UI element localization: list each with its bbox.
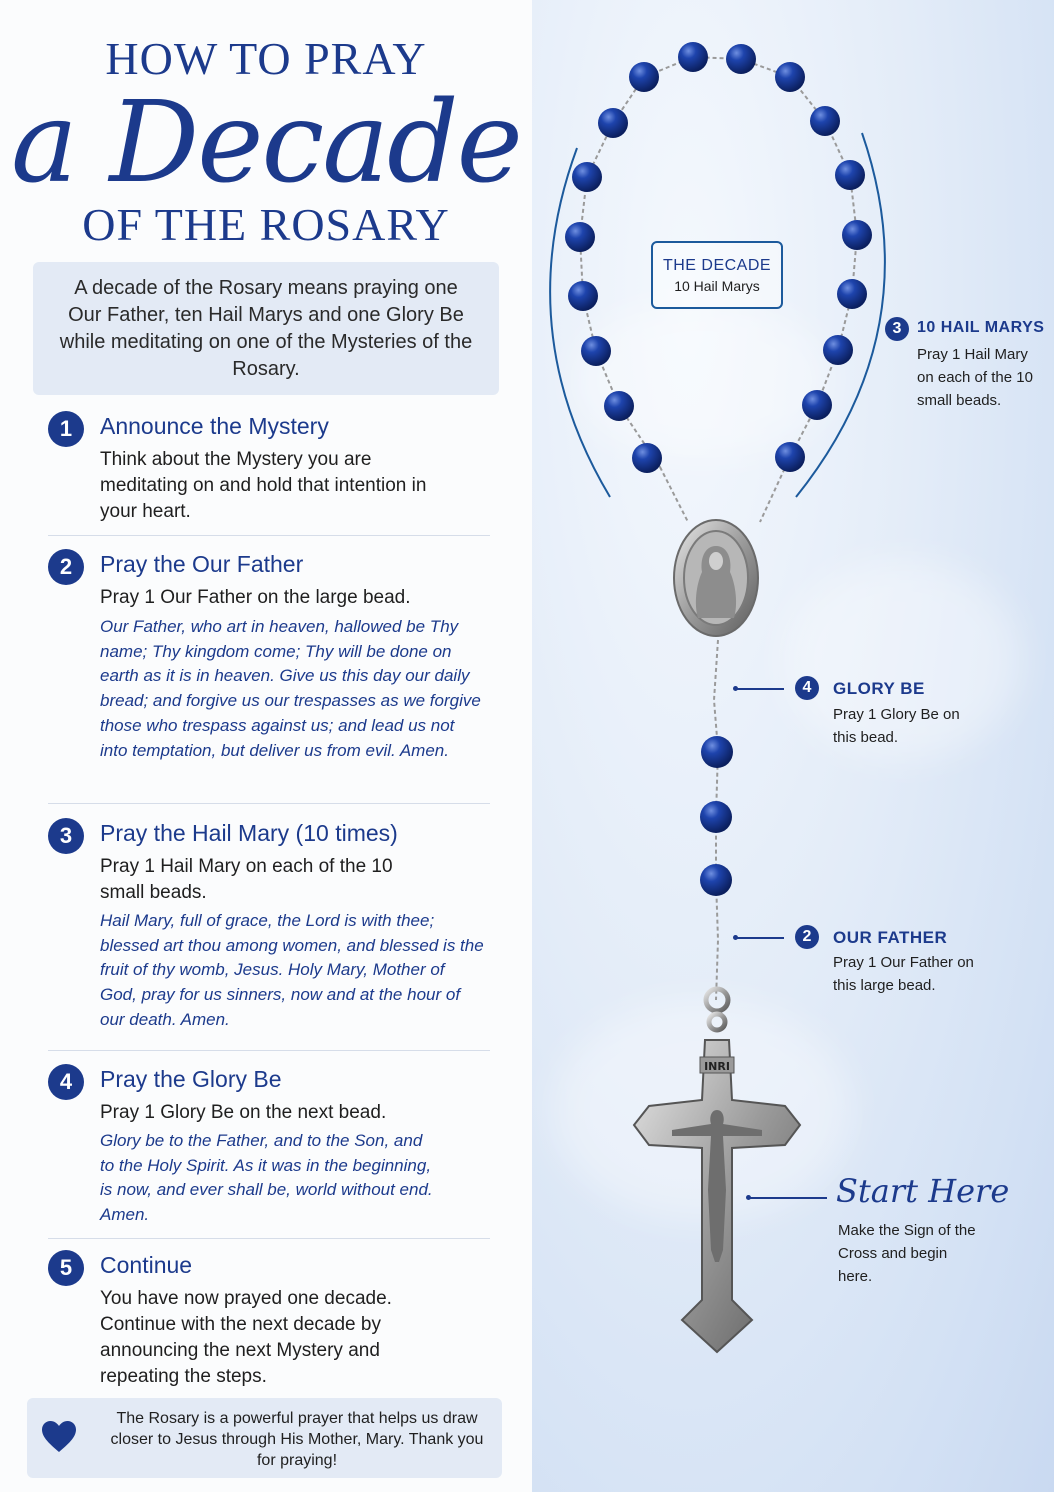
bead — [700, 801, 732, 833]
step-number: 4 — [48, 1064, 84, 1100]
bead — [572, 162, 602, 192]
callout-number: 3 — [885, 317, 909, 341]
rosary-chain — [660, 467, 688, 522]
intro-text: A decade of the Rosary means praying one Our Father, ten Hail Marys and one Glory Be while meditating on one of the Mysteries of the Rosary. — [59, 276, 473, 380]
step-title: Continue — [100, 1252, 193, 1278]
bead — [835, 160, 865, 190]
bead — [632, 443, 662, 473]
bead — [598, 108, 628, 138]
bead — [726, 44, 756, 74]
footer-text: The Rosary is a powerful prayer that helps us draw closer to Jesus through His Mother, Mary. Thank you for praying! — [110, 1410, 484, 1469]
step-number: 3 — [48, 818, 84, 854]
bead — [568, 281, 598, 311]
callout-text: Pray 1 Our Father on this large bead. — [833, 954, 974, 994]
step-number: 1 — [48, 411, 84, 447]
callout-number: 4 — [795, 676, 819, 700]
bead — [775, 442, 805, 472]
step-title: Pray the Our Father — [100, 551, 304, 577]
bead — [810, 106, 840, 136]
decade-bracket-right — [796, 133, 885, 497]
bead — [678, 42, 708, 72]
bead — [775, 62, 805, 92]
bead — [701, 736, 733, 768]
bead — [629, 62, 659, 92]
our-father-prayer: Our Father, who art in heaven, hallowed be Thy name; Thy kingdom come; Thy will be done on earth as it is in heaven. Give us this day our daily bread; and forgive us our trespasses as we forgive those who trespass against us; and lead us not into temptation, but deliver us from evil. Amen. — [100, 617, 481, 760]
step-description: Think about the Mystery you are meditating on and hold that intention in your heart. — [100, 449, 427, 522]
callout-title: 10 HAIL MARYS — [917, 319, 1045, 336]
bead — [802, 390, 832, 420]
inri-inscription: INRI — [704, 1060, 730, 1073]
step-description: Pray 1 Glory Be on the next bead. — [100, 1102, 387, 1123]
bead — [581, 336, 611, 366]
crucifix — [634, 989, 800, 1352]
decade-title: THE DECADE — [662, 257, 772, 274]
step-description: Pray 1 Hail Mary on each of the 10 small beads. — [100, 856, 393, 903]
start-here-label: Start Here — [836, 1172, 1010, 1210]
step-description: Pray 1 Our Father on the large bead. — [100, 587, 411, 608]
callout-text: Pray 1 Glory Be on this bead. — [833, 706, 960, 746]
glory-be-prayer: Glory be to the Father, and to the Son, and to the Holy Spirit. As it was in the beginning, is now, and ever shall be, world without end. Amen. — [100, 1131, 433, 1225]
step-title: Pray the Glory Be — [100, 1066, 282, 1092]
step-number: 5 — [48, 1250, 84, 1286]
callout-line — [736, 937, 784, 939]
callout-title: GLORY BE — [833, 679, 925, 698]
callout-line — [736, 688, 784, 690]
step-title: Pray the Hail Mary (10 times) — [100, 820, 398, 846]
decade-label-box — [651, 241, 783, 309]
bead — [604, 391, 634, 421]
title-line-1: HOW TO PRAY — [105, 33, 427, 84]
bead — [565, 222, 595, 252]
bead — [837, 279, 867, 309]
stem-beads — [700, 736, 733, 896]
title-line-3: OF THE ROSARY — [82, 199, 450, 250]
title-line-2: a Decade — [11, 78, 521, 208]
callout-number: 2 — [795, 925, 819, 949]
decade-bracket-left — [550, 148, 610, 497]
callout-title: OUR FATHER — [833, 928, 948, 947]
callout-text: Pray 1 Hail Mary on each of the 10 small beads. — [917, 346, 1033, 409]
decade-subtitle: 10 Hail Marys — [674, 278, 760, 294]
step-description: You have now prayed one decade. Continue with the next decade by announcing the next Mystery and repeating the steps. — [100, 1288, 392, 1387]
callout-text: Make the Sign of the Cross and begin here. — [838, 1222, 976, 1285]
hail-mary-prayer: Hail Mary, full of grace, the Lord is with thee; blessed art thou among women, and blessed is the fruit of thy womb, Jesus. Holy Mary, Mother of God, pray for us sinners, now and at the hour of our death. Amen. — [100, 911, 484, 1029]
callout-line — [749, 1197, 827, 1199]
step-title: Announce the Mystery — [100, 413, 329, 439]
bead — [842, 220, 872, 250]
step-number: 2 — [48, 549, 84, 585]
bead — [823, 335, 853, 365]
medal — [674, 520, 758, 636]
bead — [700, 864, 732, 896]
